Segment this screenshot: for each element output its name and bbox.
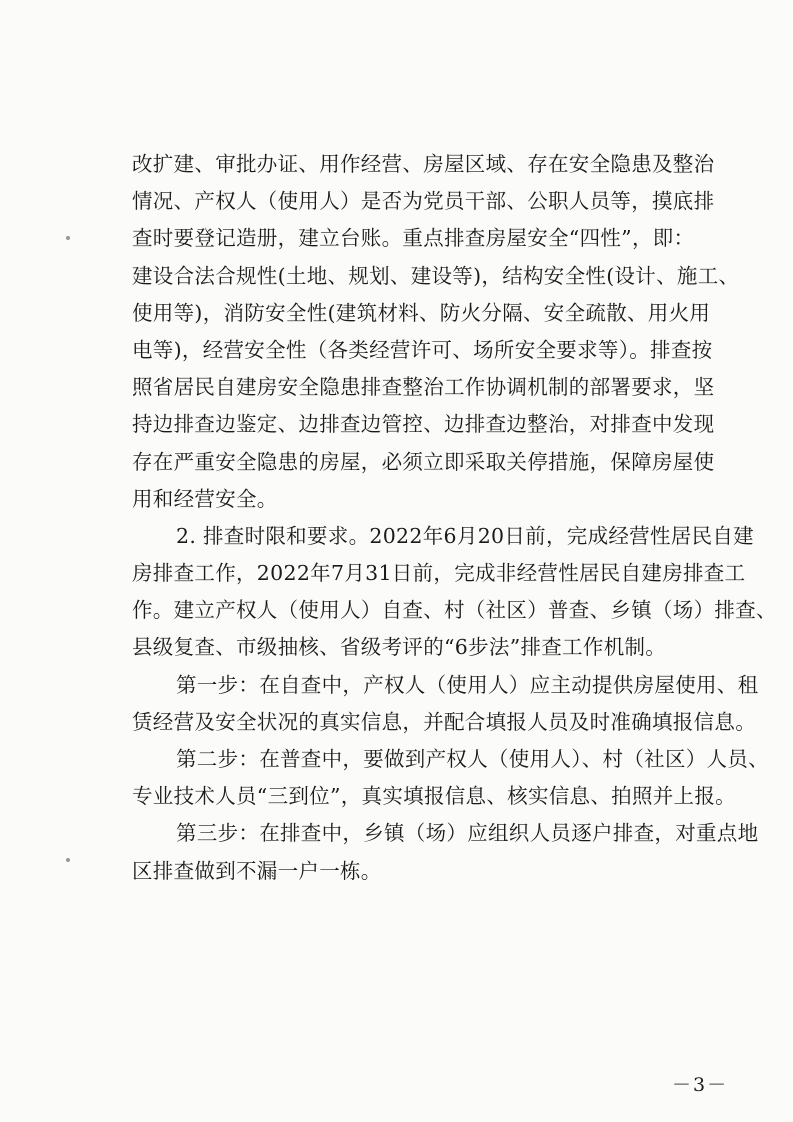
paragraph-line: 存在严重安全隐患的房屋，必须立即采取关停措施，保障房屋使 [132, 449, 715, 474]
page-number: －3－ [672, 1074, 729, 1096]
paragraph-line: 持边排查边鉴定、边排查边管控、边排查边整治，对排查中发现 [132, 412, 715, 437]
paragraph-line: 照省居民自建房安全隐患排查整治工作协调机制的部署要求，坚 [132, 375, 715, 400]
scan-speck [66, 858, 70, 862]
paragraph-line: 改扩建、审批办证、用作经营、房屋区域、存在安全隐患及整治 [132, 152, 715, 176]
paragraph-line: 第一步：在自查中，产权人（使用人）应主动提供房屋使用、租 [176, 672, 759, 697]
paragraph-line: 第二步：在普查中，要做到产权人（使用人）、村（社区）人员、 [176, 747, 769, 771]
body-text [132, 146, 777, 890]
scan-speck [66, 236, 70, 240]
paragraph-line: 建设合法合规性(土地、规划、建设等)，结构安全性(设计、施工、 [132, 263, 740, 288]
paragraph-line: 情况、产权人（使用人）是否为党员干部、公职人员等，摸底排 [132, 189, 715, 214]
paragraph-line: 房排查工作，2022年7月31日前，完成非经营性居民自建房排查工 [132, 561, 746, 586]
paragraph-line: 查时要登记造册，建立台账。重点排查房屋安全“四性”，即： [132, 226, 695, 251]
paragraph-line: 县级复查、市级抽核、省级考评的“6步法”排查工作机制。 [132, 635, 667, 660]
paragraph-line: 使用等)，消防安全性(建筑材料、防火分隔、安全疏散、用火用 [132, 300, 711, 325]
paragraph-line: 2. 排查时限和要求。2022年6月20日前，完成经营性居民自建 [176, 523, 754, 548]
paragraph-line: 电等)，经营安全性（各类经营许可、场所安全要求等）。排查按 [132, 337, 713, 362]
paragraph-line: 第三步：在排查中，乡镇（场）应组织人员逐户排查，对重点地 [176, 821, 759, 846]
paragraph-line: 赁经营及安全状况的真实信息，并配合填报人员及时准确填报信息。 [132, 709, 756, 734]
paragraph-line: 用和经营安全。 [132, 486, 278, 511]
paragraph-line: 区排查做到不漏一户一栋。 [132, 858, 382, 883]
paragraph-line: 专业技术人员“三到位”，真实填报信息、核实信息、拍照并上报。 [132, 784, 736, 809]
paragraph-line: 作。建立产权人（使用人）自查、村（社区）普查、乡镇（场）排查、 [132, 598, 777, 623]
